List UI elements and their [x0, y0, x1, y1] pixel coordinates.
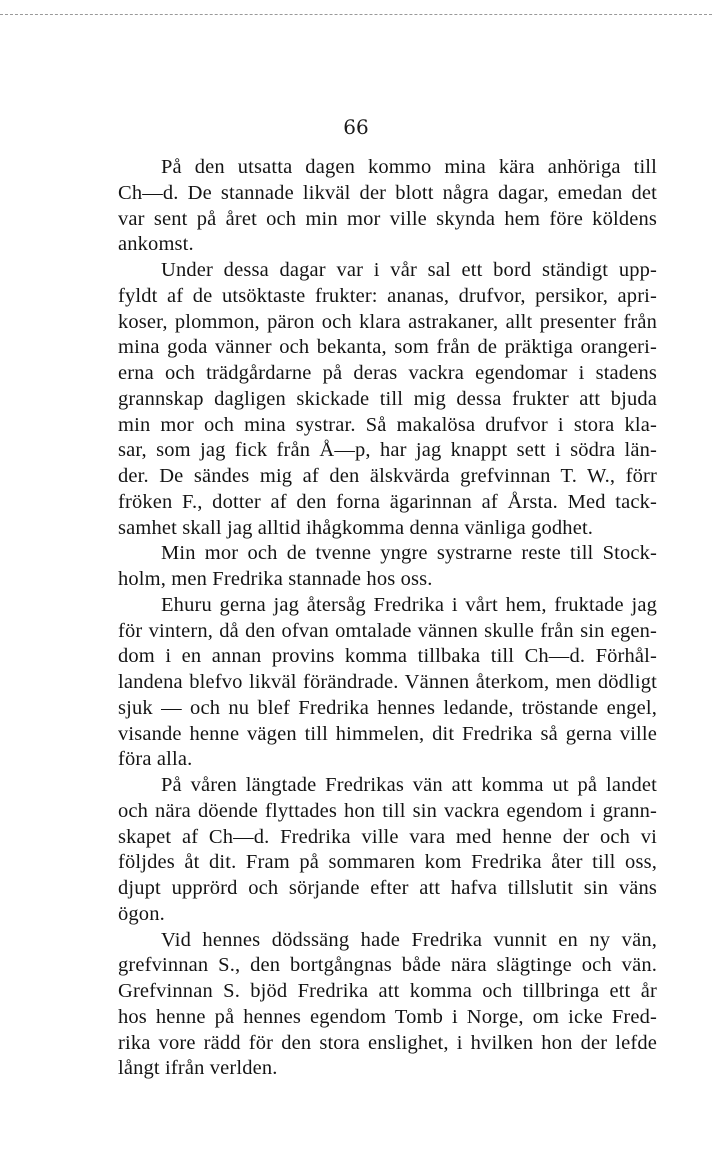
page-number: 66: [343, 115, 369, 139]
text-line: Ch—d. De stannade likväl der blott några dagar, emedan det: [118, 181, 657, 204]
text-line: följdes åt dit. Fram på sommaren kom Fredrika åter till oss,: [118, 851, 657, 874]
text-line: min mor och mina systrar. Så makalösa drufvor i stora kla-: [118, 413, 657, 436]
paragraph-5: [118, 773, 657, 928]
text-line: ankomst.: [118, 233, 194, 256]
top-edge-rule: [0, 14, 712, 15]
text-line: erna och trädgårdarne på deras vackra egendomar i stadens: [118, 362, 657, 384]
text-line: rika vore rädd för den stora enslighet, i hvilken hon der lefde: [118, 1031, 657, 1054]
text-line: grefvinnan S., den bortgångnas både nära slägtinge och vän.: [118, 954, 657, 977]
text-line: landena blefvo likväl förändrade. Vännen återkom, men dödligt: [118, 671, 657, 693]
text-line: fröken F., dotter af den forna ägarinnan af Årsta. Med tack-: [118, 490, 657, 513]
text-line: ögon.: [118, 902, 165, 925]
text-line: Vid hennes dödssäng hade Fredrika vunnit en ny vän,: [161, 928, 657, 951]
text-line: skapet af Ch—d. Fredrika ville vara med henne der och vi: [118, 825, 657, 848]
paragraph-4: [118, 593, 657, 773]
text-line: grannskap dagligen skickade till mig dessa frukter att bjuda: [118, 387, 657, 410]
text-line: Ehuru gerna jag återsåg Fredrika i vårt hem, fruktade jag: [161, 593, 657, 616]
text-line: På våren längtade Fredrikas vän att komma ut på landet: [161, 774, 657, 796]
text-line: mina goda vänner och bekanta, som från de präktiga orangeri-: [118, 336, 657, 359]
text-line: Min mor och de tvenne yngre systrarne reste till Stock-: [161, 542, 657, 565]
paragraph-2: [118, 258, 657, 541]
text-line: för vintern, då den ofvan omtalade vännen skulle från sin egen-: [118, 619, 657, 642]
text-line: der. De sändes mig af den älskvärda grefvinnan T. W., förr: [118, 465, 657, 487]
text-line: På den utsatta dagen kommo mina kära anhöriga till: [161, 156, 657, 178]
text-line: föra alla.: [118, 748, 193, 771]
text-line: visande henne vägen till himmelen, dit Fredrika så gerna ville: [118, 722, 657, 745]
text-line: koser, plommon, päron och klara astrakaner, allt presenter från: [118, 310, 657, 333]
text-line: Grefvinnan S. bjöd Fredrika att komma och tillbringa ett år: [118, 980, 657, 1002]
text-line: samhet skall jag alltid ihågkomma denna vänliga godhet.: [118, 516, 594, 539]
paragraph-1: [118, 155, 657, 258]
paragraph-3: [118, 541, 657, 593]
text-line: dom i en annan provins komma tillbaka till Ch—d. Förhål-: [118, 645, 657, 668]
text-line: sar, som jag fick från Å—p, har jag knappt sett i södra län-: [118, 439, 657, 462]
text-line: långt ifrån verlden.: [118, 1057, 278, 1080]
text-line: holm, men Fredrika stannade hos oss.: [118, 568, 433, 590]
text-line: och nära döende flyttades hon till sin vackra egendom i grann-: [118, 799, 657, 822]
text-line: var sent på året och min mor ville skynda hem före köldens: [118, 207, 657, 230]
text-line: Under dessa dagar var i vår sal ett bord ständigt upp-: [161, 259, 657, 281]
text-line: hos henne på hennes egendom Tomb i Norge, om icke Fred-: [118, 1005, 657, 1028]
paragraph-6: [118, 928, 657, 1083]
text-line: sjuk — och nu blef Fredrika hennes ledande, tröstande engel,: [118, 696, 657, 719]
text-line: djupt upprörd och sörjande efter att hafva tillslutit sin väns: [118, 877, 657, 899]
text-line: fyldt af de utsöktaste frukter: ananas, drufvor, persikor, apri-: [118, 284, 657, 307]
body-text: [118, 155, 657, 1082]
